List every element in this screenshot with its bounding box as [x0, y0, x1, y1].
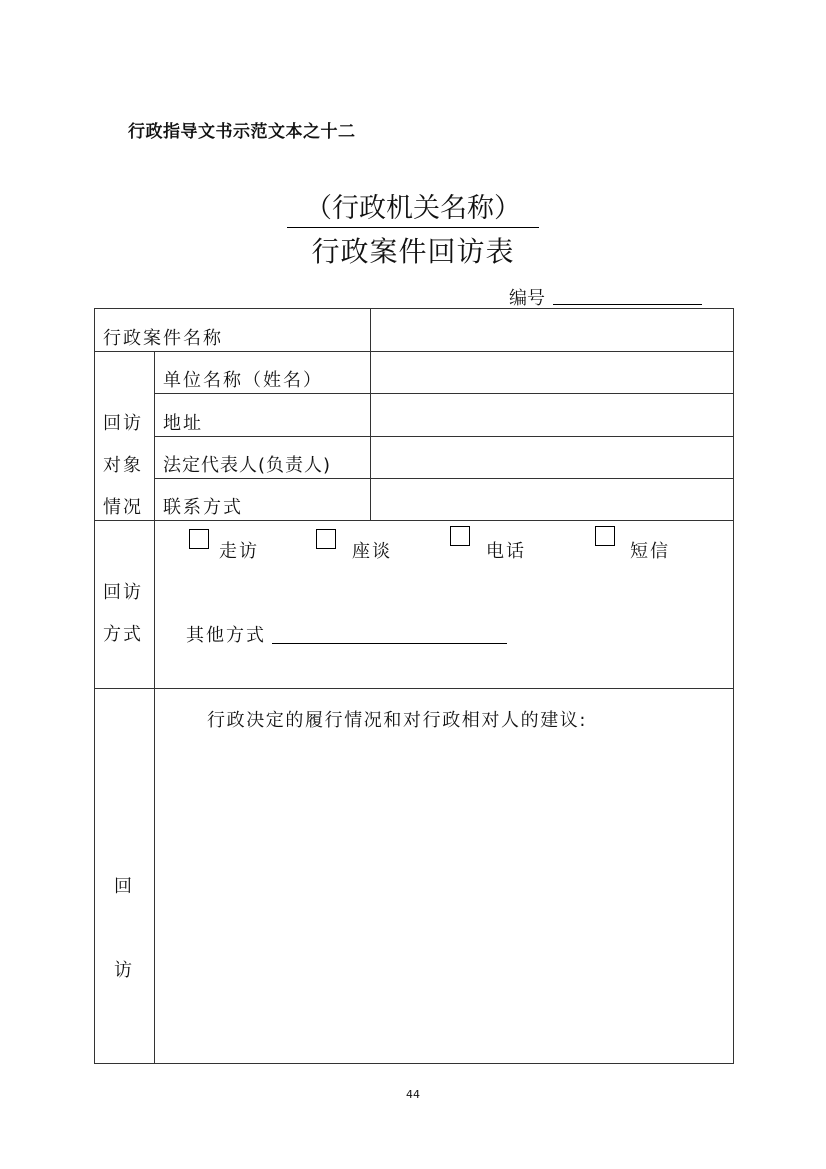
- visit-section-label-2: 访: [114, 960, 134, 981]
- number-label: 编号: [509, 288, 545, 309]
- target-section-label-3: 情况: [103, 497, 143, 518]
- visit-option-label: 走访: [219, 541, 259, 562]
- table-line: [94, 520, 734, 521]
- table-line: [94, 688, 734, 689]
- visit-checkbox[interactable]: [189, 529, 209, 549]
- meeting-checkbox[interactable]: [316, 529, 336, 549]
- table-line: [154, 393, 734, 394]
- form-title: 行政案件回访表: [311, 235, 515, 268]
- table-line: [370, 308, 371, 520]
- page-number: 44: [406, 1088, 420, 1101]
- document-header: 行政指导文书示范文本之十二: [128, 122, 356, 142]
- table-line: [94, 308, 734, 309]
- visit-notes-area[interactable]: [156, 735, 732, 1061]
- phone-checkbox[interactable]: [450, 526, 470, 546]
- method-section-label-1: 回访: [103, 582, 143, 603]
- table-line: [154, 351, 155, 1063]
- sms-option-label: 短信: [630, 541, 670, 562]
- number-field[interactable]: [553, 304, 702, 305]
- legal-rep-label: 法定代表人(负责人): [163, 455, 332, 476]
- unit-name-field[interactable]: [372, 353, 732, 392]
- visit-section-label-1: 回: [114, 876, 134, 897]
- other-method-label: 其他方式: [186, 625, 266, 646]
- org-name-text: （行政机关名称）: [287, 186, 539, 228]
- meeting-option-label: 座谈: [352, 541, 392, 562]
- table-line: [94, 1063, 734, 1064]
- table-line: [94, 351, 734, 352]
- contact-label: 联系方式: [163, 497, 243, 518]
- method-section-label-2: 方式: [103, 624, 143, 645]
- unit-name-label: 单位名称（姓名）: [163, 370, 323, 391]
- table-line: [154, 478, 734, 479]
- table-line: [154, 436, 734, 437]
- table-line: [94, 308, 95, 1063]
- sms-checkbox[interactable]: [595, 526, 615, 546]
- other-method-field[interactable]: [272, 643, 507, 644]
- target-section-label-2: 对象: [103, 455, 143, 476]
- case-name-field[interactable]: [372, 310, 732, 350]
- target-section-label-1: 回访: [103, 413, 143, 434]
- address-label: 地址: [163, 413, 203, 434]
- table-line: [733, 308, 734, 1063]
- legal-rep-field[interactable]: [372, 438, 732, 477]
- visit-prompt: 行政决定的履行情况和对行政相对人的建议:: [207, 710, 588, 731]
- address-field[interactable]: [372, 395, 732, 435]
- contact-field[interactable]: [372, 480, 732, 519]
- org-name: [0, 186, 826, 228]
- phone-option-label: 电话: [486, 541, 526, 562]
- case-name-label: 行政案件名称: [103, 328, 223, 349]
